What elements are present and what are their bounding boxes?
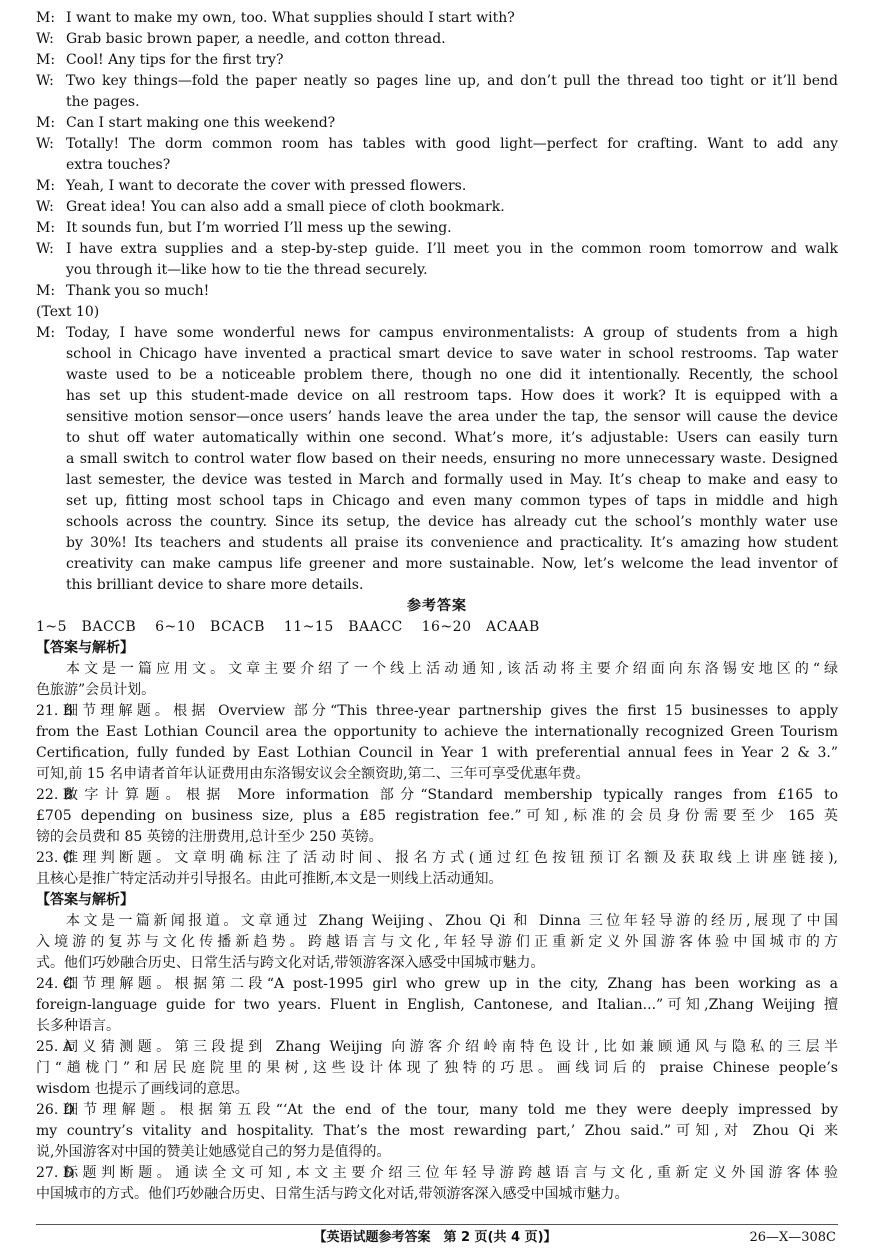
explanation-line [36,1163,838,1184]
dialogue-line [36,29,838,50]
question-answer: 25. A [36,1039,73,1055]
explanation-text: 细节理解题。根据第五段“‘At the end of the tour, many told me they were deeply impressed by [64,1102,838,1118]
answer-explanation-25 [36,1037,838,1100]
speaker-label: W: [36,31,54,47]
dialogue-line [36,239,838,260]
explanation-text: 说,外国游客对中国的赞美让她感觉自己的努力是值得的。 [36,1144,391,1160]
explanation-text: 门“趟栊门”和居民庭院里的果树,这些设计体现了独特的巧思。画线词后的 praise Chinese people’s [36,1060,838,1076]
dialogue-text: Cool! Any tips for the first try? [66,52,284,68]
answer-explanation-23 [36,848,838,890]
explanation-text: foreign-language guide for two years. Fluent in English, Cantonese, and Italian...”可知,Zhang Weijing 擅 [36,997,838,1013]
explanation-text: 标题判断题。通读全文可知,本文主要介绍三位年轻导游跨越语言与文化,重新定义外国游客体验 [64,1165,838,1181]
monologue-text: creativity can make campus life greener and more sustainable. Now, let’s welcome the lead inventor of [66,556,838,572]
speaker-label: M: [36,325,56,341]
explanation-line [36,1100,838,1121]
dialogue-text: you through it—like how to tie the thread securely. [66,262,428,278]
answer-key-group: 11~15 BAACC [283,619,403,635]
dialogue-text: Yeah, I want to decorate the cover with pressed flowers. [66,178,467,194]
monologue-text: Today, I have some wonderful news for campus environmentalists: A group of students from a high [66,325,838,341]
monologue-text: sensitive motion sensor—once users’ hands leave the area under the tap, the sensor will cause the device [66,409,838,425]
answer-explanation-26 [36,1100,838,1163]
speaker-label: M: [36,115,56,131]
explanation-line [36,848,838,869]
dialogue-text: It sounds fun, but I’m worried I’ll mess up the sewing. [66,220,452,236]
section-title: 【答案与解析】 [36,640,134,656]
explanation-text: 长多种语言。 [36,1018,120,1034]
dialogue-line [36,50,838,71]
answers-heading: 参考答案 [407,598,467,614]
question-answer: 26. D [36,1102,74,1118]
dialogue-text: Thank you so much! [66,283,210,299]
question-answer: 27. D [36,1165,74,1181]
speaker-label: M: [36,283,56,299]
footer-rule [36,1224,838,1225]
dialogue-line [36,134,838,155]
section-title: 【答案与解析】 [36,892,134,908]
explanation-line [36,701,838,722]
dialogue-line [36,176,838,197]
monologue-text: by 30%! Its teachers and students all praise its convenience and practicality. It’s amazing how student [66,535,838,551]
speaker-label: M: [36,178,56,194]
explanation-text: 中国城市的方式。他们巧妙融合历史、日常生活与跨文化对话,带领游客深入感受中国城市魅力。 [36,1186,629,1202]
dialogue-line [36,113,838,134]
monologue-text: school in Chicago have invented a practical smart device to save water in school restrooms. Tap water [66,346,838,362]
footer-code: 26—X—308C [749,1230,836,1245]
dialogue-line [36,218,838,239]
explanation-text: 细节理解题。根据 Overview 部分“This three-year partnership gives the first 15 businesses to apply [64,703,838,719]
explanation-text: 词义猜测题。第三段提到 Zhang Weijing 向游客介绍岭南特色设计,比如兼顾通风与隐私的三层半 [64,1039,838,1055]
answer-key-group: 1~5 BACCB [36,619,137,635]
answer-key-group: 6~10 BCACB [155,619,265,635]
monologue-text: this brilliant device to share more details. [66,577,364,593]
section-intro-line: 本文是一篇应用文。文章主要介绍了一个线上活动通知,该活动将主要介绍面向东洛锡安地区的“绿 [66,661,838,677]
explanation-text: 推理判断题。文章明确标注了活动时间、报名方式(通过红色按钮预订名额及获取线上讲座链接), [64,850,838,866]
explanation-line [36,974,838,995]
explanation-text: £705 depending on business size, plus a £85 registration fee.”可知,标准的会员身份需要至少 165 英 [36,808,838,824]
monologue-text: waste used to be a noticeable problem there, though no one did it intentionally. Recently, the school [66,367,838,383]
question-answer: 21. B [36,703,74,719]
dialogue-text: I have extra supplies and a step-by-step guide. I’ll meet you in the common room tomorrow and walk [66,241,838,257]
explanation-text: 数字计算题。根据 More information 部分“Standard membership typically ranges from £165 to [64,787,838,803]
speaker-label: W: [36,241,54,257]
answer-explanation-22 [36,785,838,848]
dialogue-text: Two key things—fold the paper neatly so pages line up, and don’t pull the thread too tight or it’ll bend [66,73,838,89]
page-footer [0,1226,870,1250]
monologue-text: a small switch to control water flow based on their needs, ensuring no more unnecessary waste. Designed [66,451,838,467]
section-intro-line: 式。他们巧妙融合历史、日常生活与跨文化对话,带领游客深入感受中国城市魅力。 [36,955,545,971]
dialogue-text: the pages. [66,94,140,110]
speaker-label: W: [36,136,54,152]
document-page [36,8,838,1205]
answer-explanation-21 [36,701,838,785]
dialogue-text: I want to make my own, too. What supplies should I start with? [66,10,515,26]
explanation-line [36,1037,838,1058]
dialogue-text: Great idea! You can also add a small piece of cloth bookmark. [66,199,505,215]
explanation-text: wisdom 也提示了画线词的意思。 [36,1081,249,1097]
dialogue-text: extra touches? [66,157,171,173]
answer-explanation-27 [36,1163,838,1205]
speaker-label: M: [36,220,56,236]
speaker-label: M: [36,52,56,68]
text10-monologue [36,323,838,596]
monologue-text: has set up this student-made device on all restroom taps. How does it work? It is equipped with a [66,388,838,404]
dialogue-block [36,8,838,302]
monologue-text: schools across the country. Since its setup, the device has already cut the school’s monthly water use [66,514,838,530]
footer-title: 【英语试题参考答案 第 2 页(共 4 页)】 [313,1230,557,1245]
text10-label: (Text 10) [36,304,100,320]
dialogue-text: Can I start making one this weekend? [66,115,336,131]
dialogue-line [36,281,838,302]
speaker-label: M: [36,10,56,26]
answer-key-group: 16~20 ACAAB [421,619,540,635]
explanation-text: 镑的会员费和 85 英镑的注册费用,总计至少 250 英镑。 [36,829,383,845]
question-answer: 22. B [36,787,74,803]
question-answer: 23. C [36,850,74,866]
explanation-text: my country’s vitality and hospitality. That’s the most rewarding part,’ Zhou said.”可知,对 Zhou Qi 来 [36,1123,838,1139]
dialogue-line [36,71,838,92]
speaker-label: W: [36,73,54,89]
dialogue-line [36,197,838,218]
dialogue-line [36,8,838,29]
explanation-text: from the East Lothian Council area the opportunity to achieve the internationally recognized Green Tourism [36,724,838,740]
monologue-line [36,323,838,344]
section-intro-line: 色旅游”会员计划。 [36,682,156,698]
dialogue-text: Totally! The dorm common room has tables with good light—perfect for crafting. Want to add any [66,136,838,152]
answer-explanation-24 [36,974,838,1037]
dialogue-text: Grab basic brown paper, a needle, and cotton thread. [66,31,446,47]
speaker-label: W: [36,199,54,215]
explanation-text: 细节理解题。根据第二段“A post-1995 girl who grew up in the city, Zhang has been working as a [64,976,838,992]
monologue-text: last semester, the device was tested in March and formally used in May. It’s cheap to make and easy to [66,472,838,488]
explanation-text: 且核心是推广特定活动并引导报名。由此可推断,本文是一则线上活动通知。 [36,871,503,887]
explanation-text: 可知,前 15 名申请者首年认证费用由东洛锡安议会全额资助,第二、三年可享受优惠年费。 [36,766,590,782]
answer-keys [36,617,838,638]
question-answer: 24. C [36,976,74,992]
section-intro-line: 入境游的复苏与文化传播新趋势。跨越语言与文化,年轻导游们正重新定义外国游客体验中国城市的方 [36,934,838,950]
monologue-text: to shut off water automatically within one second. What’s more, it’s adjustable: Users can easily turn [66,430,838,446]
section-intro-line: 本文是一篇新闻报道。文章通过 Zhang Weijing、Zhou Qi 和 Dinna 三位年轻导游的经历,展现了中国 [66,913,838,929]
monologue-text: set up, fitting most school taps in Chicago and even many common types of taps in middle and high [66,493,838,509]
explanation-text: Certification, fully funded by East Lothian Council in Year 1 with preferential annual fees in Year 2 & 3.” [36,745,838,761]
explanation-line [36,785,838,806]
